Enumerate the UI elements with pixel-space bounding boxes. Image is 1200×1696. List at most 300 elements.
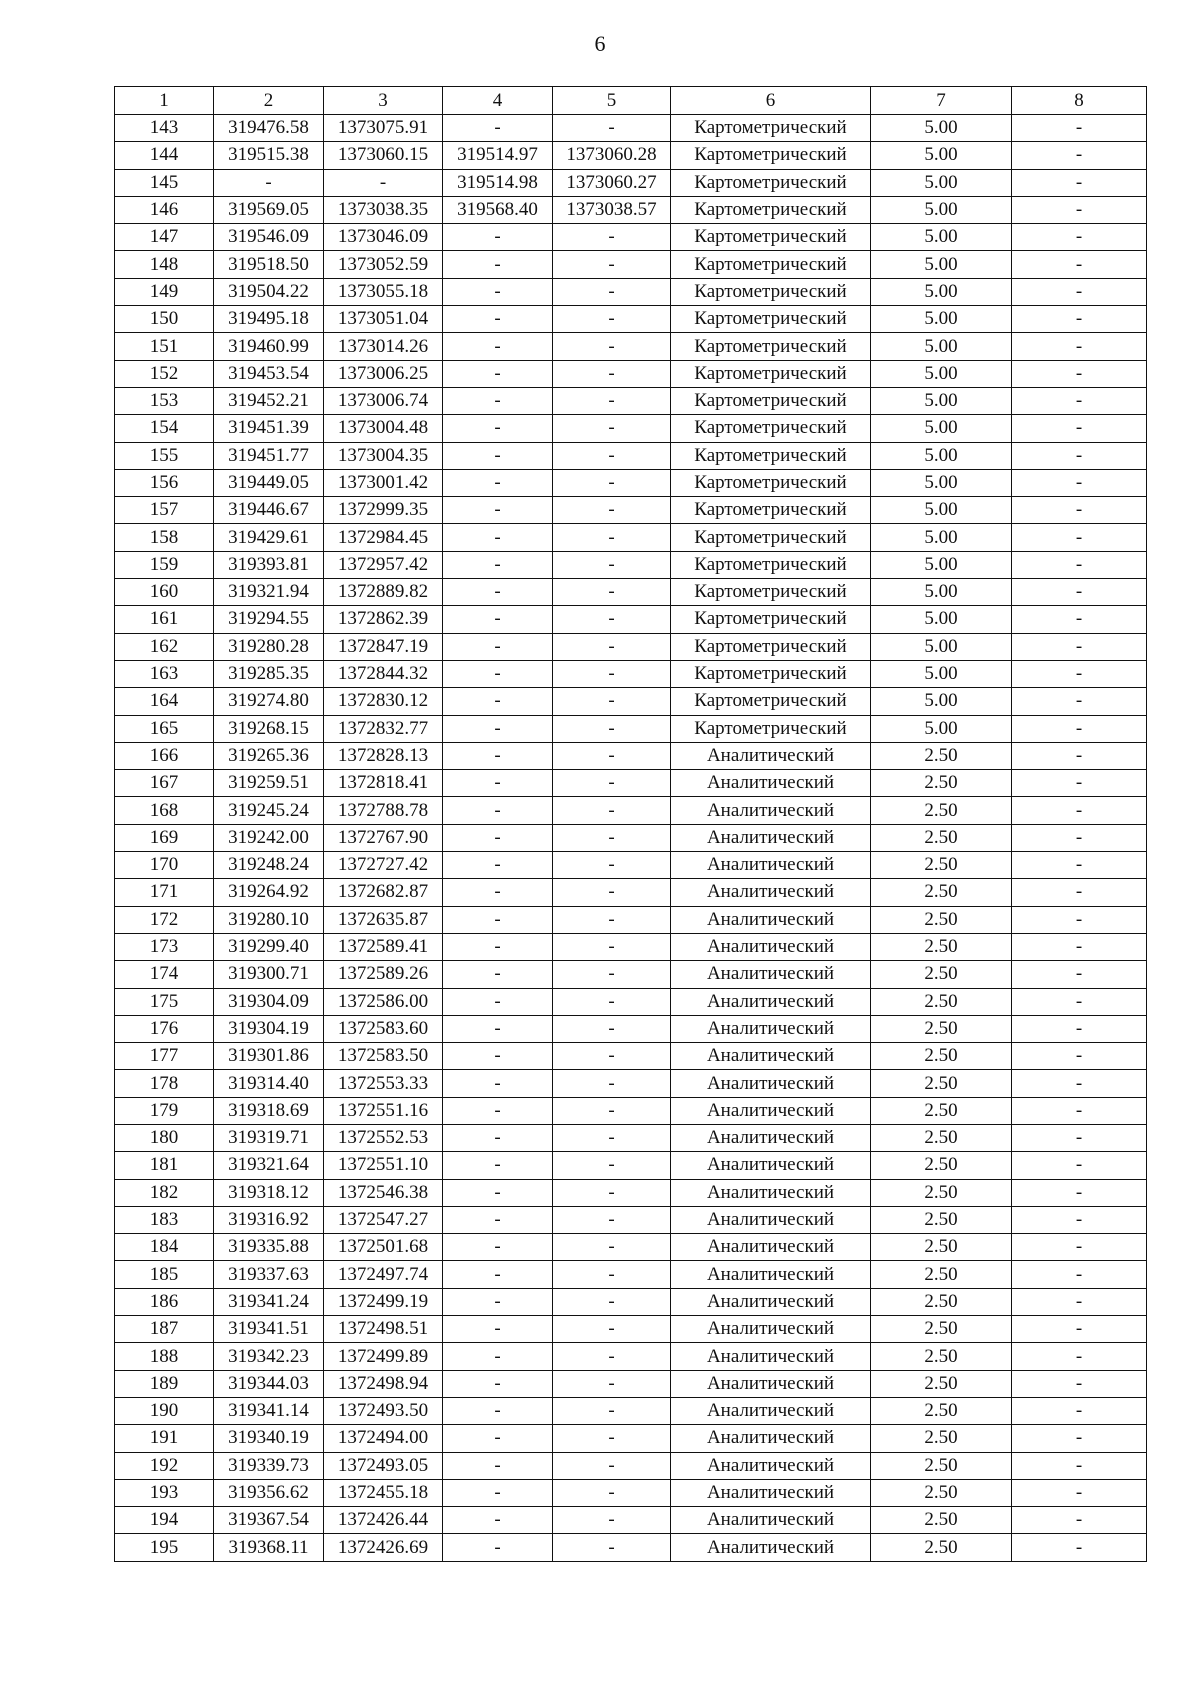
x-coordinate-cell: 319340.19 — [214, 1425, 324, 1452]
method-cell: Картометрический — [671, 497, 871, 524]
note-cell: - — [1012, 1043, 1147, 1070]
note-cell: - — [1012, 1534, 1147, 1561]
accuracy-cell: 5.00 — [871, 579, 1012, 606]
y-coordinate-alt-cell: - — [553, 497, 671, 524]
y-coordinate-alt-cell: - — [553, 1343, 671, 1370]
x-coordinate-alt-cell: - — [443, 1479, 553, 1506]
coordinates-table — [114, 86, 1147, 1562]
x-coordinate-cell: 319280.10 — [214, 906, 324, 933]
point-number-cell: 184 — [115, 1234, 214, 1261]
point-number-cell: 182 — [115, 1179, 214, 1206]
note-cell: - — [1012, 1507, 1147, 1534]
accuracy-cell: 5.00 — [871, 333, 1012, 360]
table-row — [115, 1316, 1147, 1343]
note-cell: - — [1012, 224, 1147, 251]
note-cell: - — [1012, 1179, 1147, 1206]
x-coordinate-cell: 319259.51 — [214, 770, 324, 797]
accuracy-cell: 5.00 — [871, 415, 1012, 442]
x-coordinate-alt-cell: - — [443, 1452, 553, 1479]
point-number-cell: 195 — [115, 1534, 214, 1561]
y-coordinate-cell: 1372497.74 — [324, 1261, 443, 1288]
x-coordinate-cell: 319321.64 — [214, 1152, 324, 1179]
accuracy-cell: 5.00 — [871, 660, 1012, 687]
y-coordinate-alt-cell: - — [553, 1288, 671, 1315]
note-cell: - — [1012, 415, 1147, 442]
y-coordinate-cell: 1372455.18 — [324, 1479, 443, 1506]
table-row — [115, 306, 1147, 333]
table-row — [115, 224, 1147, 251]
point-number-cell: 179 — [115, 1097, 214, 1124]
note-cell: - — [1012, 906, 1147, 933]
x-coordinate-cell: 319451.77 — [214, 442, 324, 469]
table-row — [115, 387, 1147, 414]
x-coordinate-alt-cell: - — [443, 633, 553, 660]
y-coordinate-alt-cell: - — [553, 1124, 671, 1151]
method-cell: Аналитический — [671, 1097, 871, 1124]
accuracy-cell: 2.50 — [871, 1397, 1012, 1424]
x-coordinate-cell: 319446.67 — [214, 497, 324, 524]
method-cell: Аналитический — [671, 1479, 871, 1506]
note-cell: - — [1012, 1479, 1147, 1506]
y-coordinate-cell: 1372493.05 — [324, 1452, 443, 1479]
point-number-cell: 161 — [115, 606, 214, 633]
x-coordinate-cell: 319299.40 — [214, 933, 324, 960]
accuracy-cell: 5.00 — [871, 387, 1012, 414]
note-cell: - — [1012, 1206, 1147, 1233]
point-number-cell: 177 — [115, 1043, 214, 1070]
y-coordinate-alt-cell: - — [553, 824, 671, 851]
point-number-cell: 176 — [115, 1015, 214, 1042]
note-cell: - — [1012, 1070, 1147, 1097]
point-number-cell: 154 — [115, 415, 214, 442]
x-coordinate-cell: 319460.99 — [214, 333, 324, 360]
table-row — [115, 906, 1147, 933]
point-number-cell: 173 — [115, 933, 214, 960]
y-coordinate-cell: 1372788.78 — [324, 797, 443, 824]
x-coordinate-cell: 319300.71 — [214, 961, 324, 988]
note-cell: - — [1012, 879, 1147, 906]
y-coordinate-alt-cell: - — [553, 1043, 671, 1070]
table-row — [115, 1070, 1147, 1097]
table-row — [115, 879, 1147, 906]
y-coordinate-cell: 1372818.41 — [324, 770, 443, 797]
x-coordinate-cell: 319429.61 — [214, 524, 324, 551]
point-number-cell: 158 — [115, 524, 214, 551]
method-cell: Картометрический — [671, 660, 871, 687]
x-coordinate-alt-cell: - — [443, 797, 553, 824]
method-cell: Аналитический — [671, 797, 871, 824]
y-coordinate-alt-cell: - — [553, 961, 671, 988]
y-coordinate-cell: 1372832.77 — [324, 715, 443, 742]
note-cell: - — [1012, 606, 1147, 633]
y-coordinate-cell: 1373014.26 — [324, 333, 443, 360]
x-coordinate-alt-cell: - — [443, 1070, 553, 1097]
y-coordinate-cell: 1373060.15 — [324, 142, 443, 169]
point-number-cell: 144 — [115, 142, 214, 169]
point-number-cell: 152 — [115, 360, 214, 387]
table-row — [115, 1534, 1147, 1561]
point-number-cell: 168 — [115, 797, 214, 824]
y-coordinate-alt-cell: - — [553, 551, 671, 578]
method-cell: Аналитический — [671, 1015, 871, 1042]
y-coordinate-cell: 1372583.50 — [324, 1043, 443, 1070]
x-coordinate-cell: 319342.23 — [214, 1343, 324, 1370]
y-coordinate-cell: 1373051.04 — [324, 306, 443, 333]
note-cell: - — [1012, 115, 1147, 142]
y-coordinate-cell: 1373055.18 — [324, 278, 443, 305]
point-number-cell: 166 — [115, 742, 214, 769]
x-coordinate-cell: 319569.05 — [214, 196, 324, 223]
y-coordinate-cell: 1373052.59 — [324, 251, 443, 278]
y-coordinate-cell: 1372862.39 — [324, 606, 443, 633]
method-cell: Аналитический — [671, 961, 871, 988]
x-coordinate-cell: 319449.05 — [214, 469, 324, 496]
note-cell: - — [1012, 961, 1147, 988]
note-cell: - — [1012, 306, 1147, 333]
method-cell: Картометрический — [671, 606, 871, 633]
table-row — [115, 1397, 1147, 1424]
x-coordinate-cell: 319344.03 — [214, 1370, 324, 1397]
y-coordinate-alt-cell: - — [553, 415, 671, 442]
method-cell: Аналитический — [671, 906, 871, 933]
accuracy-cell: 2.50 — [871, 1452, 1012, 1479]
note-cell: - — [1012, 1097, 1147, 1124]
table-row — [115, 633, 1147, 660]
point-number-cell: 149 — [115, 278, 214, 305]
x-coordinate-cell: 319314.40 — [214, 1070, 324, 1097]
y-coordinate-alt-cell: - — [553, 1206, 671, 1233]
y-coordinate-cell: 1372551.16 — [324, 1097, 443, 1124]
x-coordinate-alt-cell: - — [443, 906, 553, 933]
accuracy-cell: 5.00 — [871, 715, 1012, 742]
accuracy-cell: 5.00 — [871, 169, 1012, 196]
point-number-cell: 188 — [115, 1343, 214, 1370]
x-coordinate-cell: 319321.94 — [214, 579, 324, 606]
table-row — [115, 660, 1147, 687]
accuracy-cell: 2.50 — [871, 1370, 1012, 1397]
x-coordinate-cell: - — [214, 169, 324, 196]
y-coordinate-alt-cell: - — [553, 1507, 671, 1534]
accuracy-cell: 2.50 — [871, 1234, 1012, 1261]
y-coordinate-alt-cell: - — [553, 715, 671, 742]
y-coordinate-alt-cell: - — [553, 633, 671, 660]
accuracy-cell: 2.50 — [871, 742, 1012, 769]
x-coordinate-alt-cell: - — [443, 1152, 553, 1179]
x-coordinate-cell: 319318.69 — [214, 1097, 324, 1124]
note-cell: - — [1012, 1397, 1147, 1424]
y-coordinate-alt-cell: - — [553, 1234, 671, 1261]
y-coordinate-alt-cell: - — [553, 1316, 671, 1343]
table-row — [115, 797, 1147, 824]
note-cell: - — [1012, 1452, 1147, 1479]
x-coordinate-alt-cell: - — [443, 115, 553, 142]
method-cell: Аналитический — [671, 1507, 871, 1534]
accuracy-cell: 2.50 — [871, 1479, 1012, 1506]
y-coordinate-cell: 1372547.27 — [324, 1206, 443, 1233]
note-cell: - — [1012, 524, 1147, 551]
method-cell: Аналитический — [671, 988, 871, 1015]
accuracy-cell: 2.50 — [871, 1043, 1012, 1070]
table-row — [115, 852, 1147, 879]
x-coordinate-cell: 319285.35 — [214, 660, 324, 687]
x-coordinate-alt-cell: - — [443, 988, 553, 1015]
method-cell: Картометрический — [671, 715, 871, 742]
y-coordinate-alt-cell: - — [553, 933, 671, 960]
table-row — [115, 1179, 1147, 1206]
note-cell: - — [1012, 1343, 1147, 1370]
y-coordinate-alt-cell: - — [553, 387, 671, 414]
method-cell: Картометрический — [671, 115, 871, 142]
y-coordinate-alt-cell: - — [553, 1179, 671, 1206]
note-cell: - — [1012, 797, 1147, 824]
table-row — [115, 1507, 1147, 1534]
y-coordinate-cell: 1372999.35 — [324, 497, 443, 524]
accuracy-cell: 5.00 — [871, 442, 1012, 469]
accuracy-cell: 2.50 — [871, 1343, 1012, 1370]
table-row — [115, 278, 1147, 305]
y-coordinate-alt-cell: - — [553, 278, 671, 305]
point-number-cell: 169 — [115, 824, 214, 851]
x-coordinate-alt-cell: - — [443, 879, 553, 906]
y-coordinate-cell: 1372426.69 — [324, 1534, 443, 1561]
y-coordinate-cell: - — [324, 169, 443, 196]
x-coordinate-cell: 319242.00 — [214, 824, 324, 851]
y-coordinate-alt-cell: - — [553, 524, 671, 551]
note-cell: - — [1012, 988, 1147, 1015]
accuracy-cell: 2.50 — [871, 1070, 1012, 1097]
column-header: 3 — [324, 87, 443, 115]
point-number-cell: 180 — [115, 1124, 214, 1151]
y-coordinate-alt-cell: 1373060.27 — [553, 169, 671, 196]
x-coordinate-alt-cell: - — [443, 933, 553, 960]
table-row — [115, 415, 1147, 442]
accuracy-cell: 5.00 — [871, 688, 1012, 715]
x-coordinate-cell: 319495.18 — [214, 306, 324, 333]
column-header: 7 — [871, 87, 1012, 115]
accuracy-cell: 2.50 — [871, 770, 1012, 797]
y-coordinate-alt-cell: - — [553, 1452, 671, 1479]
column-header: 4 — [443, 87, 553, 115]
note-cell: - — [1012, 660, 1147, 687]
accuracy-cell: 2.50 — [871, 1507, 1012, 1534]
y-coordinate-alt-cell: - — [553, 606, 671, 633]
y-coordinate-alt-cell: - — [553, 1152, 671, 1179]
accuracy-cell: 2.50 — [871, 1124, 1012, 1151]
table-row — [115, 442, 1147, 469]
accuracy-cell: 5.00 — [871, 606, 1012, 633]
x-coordinate-alt-cell: - — [443, 1206, 553, 1233]
x-coordinate-cell: 319265.36 — [214, 742, 324, 769]
method-cell: Картометрический — [671, 387, 871, 414]
y-coordinate-cell: 1373038.35 — [324, 196, 443, 223]
x-coordinate-alt-cell: - — [443, 579, 553, 606]
table-row — [115, 1288, 1147, 1315]
y-coordinate-alt-cell: - — [553, 115, 671, 142]
point-number-cell: 153 — [115, 387, 214, 414]
y-coordinate-cell: 1372984.45 — [324, 524, 443, 551]
table-row — [115, 360, 1147, 387]
y-coordinate-cell: 1372501.68 — [324, 1234, 443, 1261]
y-coordinate-alt-cell: - — [553, 1479, 671, 1506]
accuracy-cell: 5.00 — [871, 497, 1012, 524]
note-cell: - — [1012, 278, 1147, 305]
method-cell: Картометрический — [671, 333, 871, 360]
note-cell: - — [1012, 387, 1147, 414]
x-coordinate-alt-cell: 319568.40 — [443, 196, 553, 223]
point-number-cell: 190 — [115, 1397, 214, 1424]
y-coordinate-alt-cell: - — [553, 988, 671, 1015]
y-coordinate-alt-cell: - — [553, 360, 671, 387]
note-cell: - — [1012, 1152, 1147, 1179]
point-number-cell: 159 — [115, 551, 214, 578]
x-coordinate-alt-cell: - — [443, 1261, 553, 1288]
accuracy-cell: 5.00 — [871, 360, 1012, 387]
page-number: 6 — [594, 31, 606, 56]
point-number-cell: 174 — [115, 961, 214, 988]
method-cell: Аналитический — [671, 1343, 871, 1370]
point-number-cell: 143 — [115, 115, 214, 142]
y-coordinate-alt-cell: 1373060.28 — [553, 142, 671, 169]
table-row — [115, 1479, 1147, 1506]
note-cell: - — [1012, 1015, 1147, 1042]
column-header: 8 — [1012, 87, 1147, 115]
column-header: 6 — [671, 87, 871, 115]
x-coordinate-alt-cell: - — [443, 1316, 553, 1343]
x-coordinate-cell: 319504.22 — [214, 278, 324, 305]
accuracy-cell: 5.00 — [871, 524, 1012, 551]
y-coordinate-alt-cell: - — [553, 688, 671, 715]
table-row — [115, 988, 1147, 1015]
note-cell: - — [1012, 1370, 1147, 1397]
point-number-cell: 157 — [115, 497, 214, 524]
method-cell: Аналитический — [671, 770, 871, 797]
point-number-cell: 185 — [115, 1261, 214, 1288]
accuracy-cell: 2.50 — [871, 961, 1012, 988]
note-cell: - — [1012, 360, 1147, 387]
point-number-cell: 175 — [115, 988, 214, 1015]
table-row — [115, 1261, 1147, 1288]
method-cell: Аналитический — [671, 933, 871, 960]
table-body — [115, 115, 1147, 1562]
point-number-cell: 183 — [115, 1206, 214, 1233]
method-cell: Картометрический — [671, 169, 871, 196]
table-row — [115, 469, 1147, 496]
point-number-cell: 147 — [115, 224, 214, 251]
point-number-cell: 156 — [115, 469, 214, 496]
table-row — [115, 1206, 1147, 1233]
accuracy-cell: 2.50 — [871, 852, 1012, 879]
x-coordinate-alt-cell: - — [443, 606, 553, 633]
y-coordinate-cell: 1373075.91 — [324, 115, 443, 142]
x-coordinate-cell: 319393.81 — [214, 551, 324, 578]
x-coordinate-cell: 319304.09 — [214, 988, 324, 1015]
x-coordinate-cell: 319515.38 — [214, 142, 324, 169]
note-cell: - — [1012, 852, 1147, 879]
point-number-cell: 160 — [115, 579, 214, 606]
x-coordinate-alt-cell: - — [443, 306, 553, 333]
x-coordinate-cell: 319546.09 — [214, 224, 324, 251]
accuracy-cell: 5.00 — [871, 278, 1012, 305]
x-coordinate-alt-cell: - — [443, 1397, 553, 1424]
note-cell: - — [1012, 1288, 1147, 1315]
y-coordinate-alt-cell: 1373038.57 — [553, 196, 671, 223]
method-cell: Картометрический — [671, 278, 871, 305]
point-number-cell: 162 — [115, 633, 214, 660]
method-cell: Картометрический — [671, 306, 871, 333]
y-coordinate-cell: 1372767.90 — [324, 824, 443, 851]
y-coordinate-alt-cell: - — [553, 1015, 671, 1042]
x-coordinate-alt-cell: - — [443, 660, 553, 687]
table-row — [115, 1370, 1147, 1397]
method-cell: Аналитический — [671, 1070, 871, 1097]
accuracy-cell: 5.00 — [871, 251, 1012, 278]
table-row — [115, 824, 1147, 851]
column-header: 2 — [214, 87, 324, 115]
y-coordinate-cell: 1372551.10 — [324, 1152, 443, 1179]
point-number-cell: 181 — [115, 1152, 214, 1179]
point-number-cell: 155 — [115, 442, 214, 469]
x-coordinate-alt-cell: - — [443, 1343, 553, 1370]
method-cell: Аналитический — [671, 1288, 871, 1315]
y-coordinate-alt-cell: - — [553, 1425, 671, 1452]
x-coordinate-alt-cell: - — [443, 278, 553, 305]
x-coordinate-cell: 319304.19 — [214, 1015, 324, 1042]
x-coordinate-alt-cell: - — [443, 742, 553, 769]
note-cell: - — [1012, 1425, 1147, 1452]
x-coordinate-cell: 319453.54 — [214, 360, 324, 387]
accuracy-cell: 2.50 — [871, 824, 1012, 851]
x-coordinate-cell: 319335.88 — [214, 1234, 324, 1261]
table-row — [115, 1124, 1147, 1151]
point-number-cell: 172 — [115, 906, 214, 933]
accuracy-cell: 2.50 — [871, 1425, 1012, 1452]
accuracy-cell: 5.00 — [871, 306, 1012, 333]
y-coordinate-alt-cell: - — [553, 333, 671, 360]
note-cell: - — [1012, 196, 1147, 223]
point-number-cell: 193 — [115, 1479, 214, 1506]
y-coordinate-cell: 1372682.87 — [324, 879, 443, 906]
x-coordinate-alt-cell: - — [443, 852, 553, 879]
column-header: 5 — [553, 87, 671, 115]
accuracy-cell: 5.00 — [871, 224, 1012, 251]
x-coordinate-alt-cell: - — [443, 1425, 553, 1452]
x-coordinate-alt-cell: - — [443, 251, 553, 278]
table-row — [115, 115, 1147, 142]
y-coordinate-cell: 1372957.42 — [324, 551, 443, 578]
y-coordinate-cell: 1372499.19 — [324, 1288, 443, 1315]
table-row — [115, 333, 1147, 360]
x-coordinate-alt-cell: - — [443, 1288, 553, 1315]
x-coordinate-cell: 319268.15 — [214, 715, 324, 742]
point-number-cell: 194 — [115, 1507, 214, 1534]
note-cell: - — [1012, 1124, 1147, 1151]
x-coordinate-alt-cell: - — [443, 688, 553, 715]
table-row — [115, 1452, 1147, 1479]
method-cell: Аналитический — [671, 1152, 871, 1179]
x-coordinate-cell: 319280.28 — [214, 633, 324, 660]
table-row — [115, 1097, 1147, 1124]
method-cell: Картометрический — [671, 196, 871, 223]
y-coordinate-alt-cell: - — [553, 579, 671, 606]
y-coordinate-alt-cell: - — [553, 442, 671, 469]
y-coordinate-alt-cell: - — [553, 1261, 671, 1288]
x-coordinate-alt-cell: - — [443, 469, 553, 496]
x-coordinate-alt-cell: - — [443, 442, 553, 469]
method-cell: Картометрический — [671, 579, 871, 606]
accuracy-cell: 2.50 — [871, 988, 1012, 1015]
y-coordinate-cell: 1373001.42 — [324, 469, 443, 496]
x-coordinate-cell: 319339.73 — [214, 1452, 324, 1479]
